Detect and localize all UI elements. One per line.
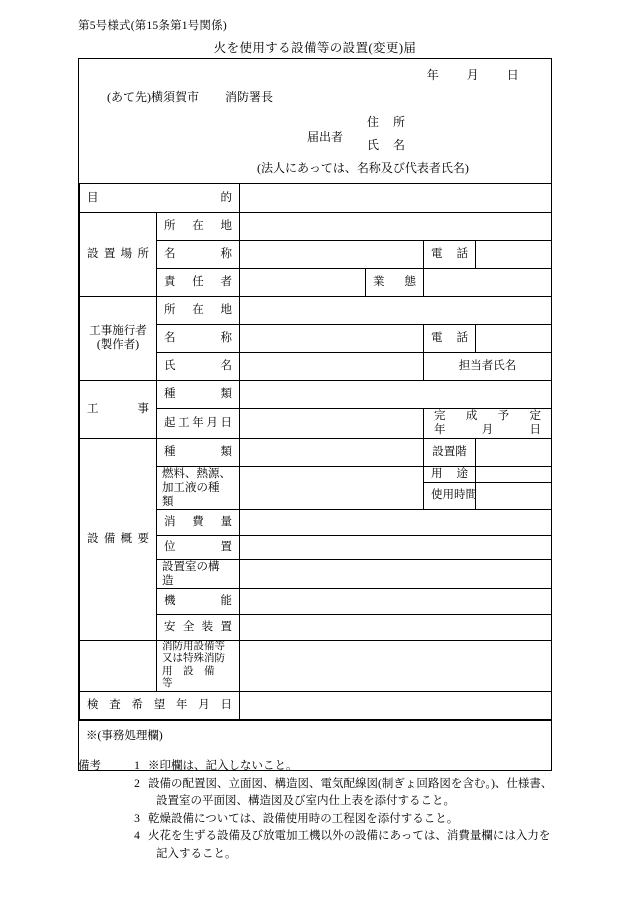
label-equipment-outline: 設備概要	[80, 438, 157, 640]
value-purpose[interactable]	[240, 184, 552, 212]
label-fire-equipment	[157, 640, 240, 691]
value-constructor-phone[interactable]	[476, 324, 552, 352]
label-manager: 責任者	[157, 268, 240, 296]
form-number: 第5号様式(第15条第1号関係)	[78, 20, 227, 32]
form-header-block	[79, 59, 551, 184]
label-fuel	[157, 466, 240, 509]
label-function: 機能	[157, 588, 240, 614]
label-use-hours: 使用時間	[424, 482, 476, 509]
value-install-name[interactable]	[240, 240, 424, 268]
table-row-equipment-kind	[80, 438, 552, 466]
label-construction: 工事	[80, 380, 157, 438]
label-completion-line2: 年 月 日	[434, 424, 541, 436]
value-business-type[interactable]	[424, 268, 552, 296]
addressee-line	[107, 88, 273, 105]
label-fire-equipment-line1: 消防用設備等	[162, 640, 225, 652]
remark-number-2: 2	[134, 777, 140, 790]
label-fuel-line2: 加工液の種	[162, 481, 220, 494]
label-room-structure-line2: 造	[162, 574, 174, 587]
label-inspection-date: 検査希望年月日	[80, 691, 240, 719]
document-title: 火を使用する設備等の設置(変更)届	[213, 41, 417, 55]
value-inspection-date[interactable]	[240, 691, 552, 719]
label-fuel-line1: 燃料、熱源、	[162, 467, 231, 480]
label-room-structure	[157, 559, 240, 588]
value-manager[interactable]	[240, 268, 366, 296]
value-usage[interactable]	[476, 466, 552, 482]
label-constructor-line2: (製作者)	[96, 339, 140, 351]
remarks-heading: 備考	[78, 760, 101, 772]
label-purpose: 目的	[80, 184, 240, 212]
label-floor: 設置階	[424, 438, 476, 466]
label-phone-1: 電話	[424, 240, 476, 268]
remark-text-4: 火花を生ずる設備及び放電加工機以外の設備にあっては、消費量欄には入力を	[148, 830, 551, 842]
label-usage: 用途	[424, 466, 476, 482]
label-safety-device: 安全装置	[157, 614, 240, 640]
addressee-prefix: (あて先)横須賀市	[107, 90, 199, 104]
remark-text-1: ※印欄は、記入しないこと。	[148, 760, 298, 772]
submitter-fields	[367, 111, 406, 157]
submitter-name-label: 氏 名	[367, 138, 407, 152]
label-consumption: 消費量	[157, 509, 240, 535]
label-business-type: 業態	[366, 268, 424, 296]
table-row-install-location	[80, 212, 552, 240]
value-constructor-name[interactable]	[240, 324, 424, 352]
addressee-office: 消防署長	[225, 90, 274, 104]
submitter-label: 届出者	[307, 130, 344, 144]
label-completion-date	[424, 408, 552, 438]
value-fire-equipment[interactable]	[240, 640, 552, 691]
remark-number-1: 1	[134, 760, 140, 772]
value-room-structure[interactable]	[240, 559, 552, 588]
form-table	[78, 58, 552, 771]
label-position: 位置	[157, 535, 240, 559]
value-equipment-kind[interactable]	[240, 438, 424, 466]
remark-number-3: 3	[134, 812, 140, 825]
table-row-fire-equipment	[80, 640, 552, 691]
value-use-hours[interactable]	[476, 482, 552, 509]
label-fire-equipment-line3: 用 設 備 等	[162, 665, 225, 690]
clerical-processing-label: ※(事務処理欄)	[86, 729, 163, 742]
value-function[interactable]	[240, 588, 552, 614]
label-constructor	[80, 296, 157, 380]
label-person-name: 氏名	[157, 352, 240, 380]
label-kind-2: 種類	[157, 438, 240, 466]
day-label: 日	[506, 68, 520, 82]
remark-text-4-cont: 記入すること。	[156, 847, 237, 860]
remarks-section	[78, 758, 578, 863]
value-fuel[interactable]	[240, 466, 424, 509]
value-floor[interactable]	[476, 438, 552, 466]
corporate-note: (法人にあっては、名称及び代表者氏名)	[257, 161, 469, 175]
value-constructor-person[interactable]	[240, 352, 424, 380]
value-position[interactable]	[240, 535, 552, 559]
label-location-2: 所在地	[157, 296, 240, 324]
label-install-place: 設置場所	[80, 212, 157, 296]
remark-number-4: 4	[134, 830, 140, 842]
remark-text-3: 乾燥設備については、設備使用時の工程図を添付すること。	[148, 812, 459, 825]
value-constructor-location[interactable]	[240, 296, 552, 324]
value-construction-kind[interactable]	[240, 380, 552, 408]
month-label: 月	[466, 68, 480, 82]
label-fire-equipment-line2: 又は特殊消防	[162, 653, 225, 665]
label-kind-1: 種類	[157, 380, 240, 408]
value-consumption[interactable]	[240, 509, 552, 535]
label-phone-2: 電話	[424, 324, 476, 352]
remark-item-2	[78, 776, 578, 794]
value-install-location[interactable]	[240, 212, 552, 240]
form-grid	[79, 184, 552, 720]
submitter-address-label: 住 所	[367, 115, 407, 129]
label-name-1: 名称	[157, 240, 240, 268]
remark-text-2: 設備の配置図、立面図、構造図、電気配線図(制ぎょ回路図を含む。)、仕様書、	[148, 777, 553, 790]
submission-date-line	[413, 66, 533, 83]
value-install-phone[interactable]	[476, 240, 552, 268]
table-row-construction-kind	[80, 380, 552, 408]
table-row-inspection-date	[80, 691, 552, 719]
label-constructor-line1: 工事施行者	[89, 324, 147, 337]
label-name-2: 名称	[157, 324, 240, 352]
label-contact-person: 担当者氏名	[424, 352, 552, 380]
value-start-date[interactable]	[240, 408, 424, 438]
table-row-purpose	[80, 184, 552, 212]
remark-item-1	[78, 758, 578, 776]
year-label: 年	[426, 68, 440, 82]
label-start-date: 起工年月日	[157, 408, 240, 438]
value-safety-device[interactable]	[240, 614, 552, 640]
remark-item-4	[78, 828, 578, 846]
label-location-1: 所在地	[157, 212, 240, 240]
label-equipment-outline-cont	[80, 640, 157, 691]
table-row-constructor-location	[80, 296, 552, 324]
remark-item-3	[78, 811, 578, 829]
label-completion-line1: 完成予定	[434, 409, 541, 422]
remark-text-2-cont: 設置室の平面図、構造図及び室内仕上表を添付すること。	[156, 795, 455, 807]
label-room-structure-line1: 設置室の構	[162, 560, 220, 573]
label-fuel-line3: 類	[162, 495, 174, 508]
